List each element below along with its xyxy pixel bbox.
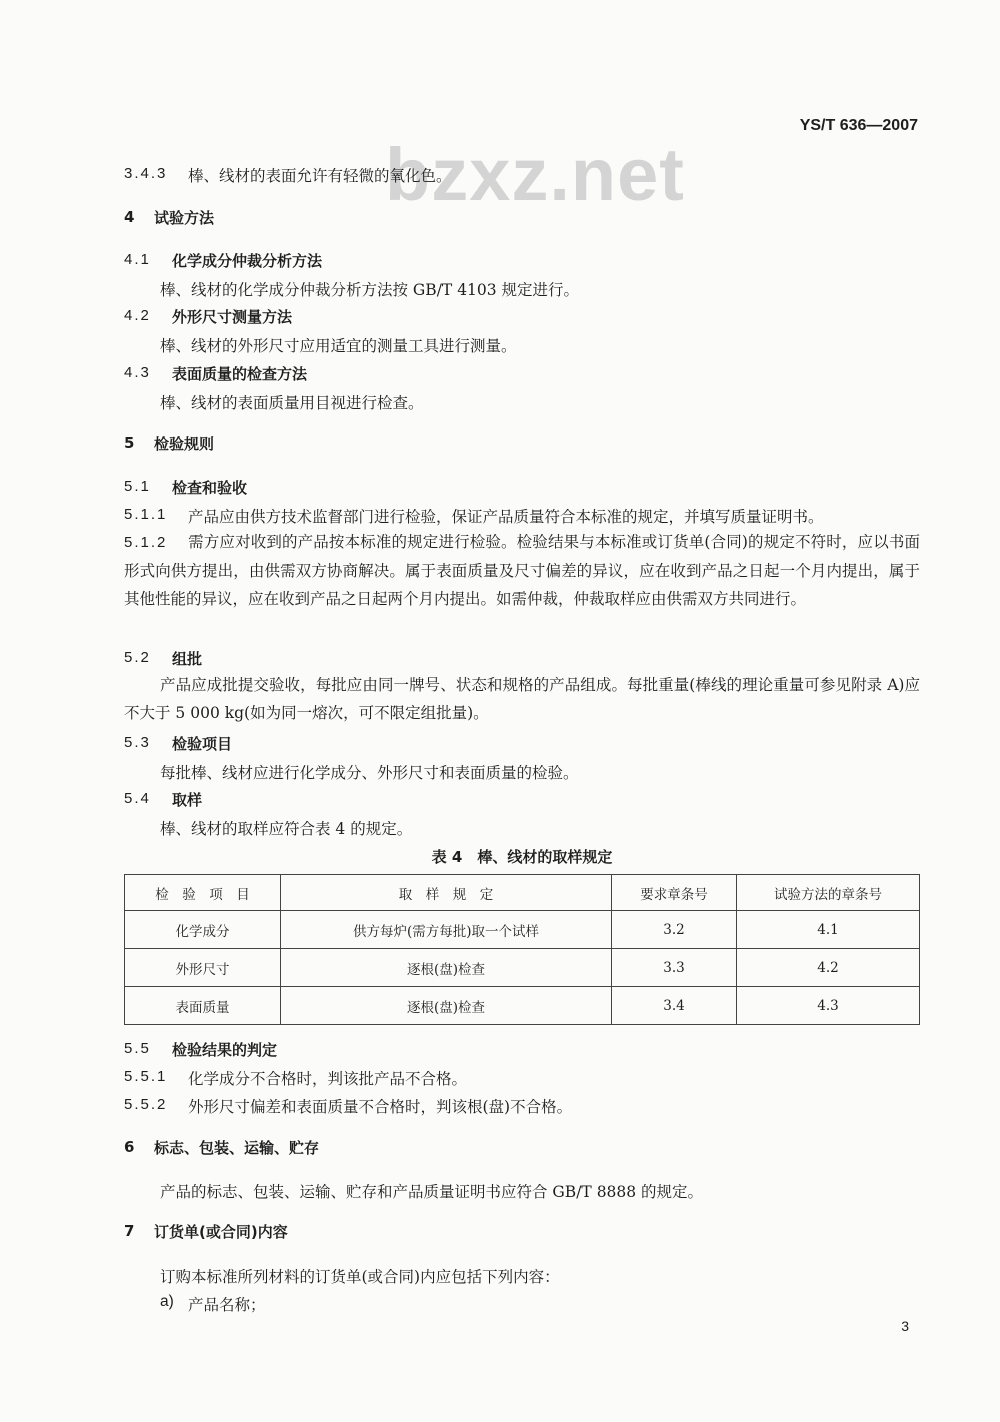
clause-4-2-number: 4.2	[124, 307, 151, 324]
clause-5-4-title: 取样	[172, 791, 203, 809]
table-header-cell: 要求章条号	[612, 875, 737, 911]
clause-5-5-2-text: 外形尺寸偏差和表面质量不合格时，判该根(盘)不合格。	[188, 1098, 573, 1116]
table-header-cell: 检 验 项 目	[125, 875, 281, 911]
clause-5-5-number: 5.5	[124, 1040, 151, 1057]
table-cell: 化学成分	[125, 911, 281, 949]
list-item-a-label: a)	[160, 1293, 174, 1310]
clause-5-1-2	[124, 528, 920, 613]
table-header-cell: 取 样 规 定	[281, 875, 612, 911]
section-5-title: 检验规则	[154, 435, 215, 453]
clause-4-2-title: 外形尺寸测量方法	[172, 308, 293, 326]
clause-5-3-number: 5.3	[124, 734, 151, 751]
clause-4-1-title: 化学成分仲裁分析方法	[172, 252, 323, 270]
table-row	[125, 911, 920, 949]
clause-5-4-number: 5.4	[124, 790, 151, 807]
table-cell: 3.2	[612, 911, 737, 949]
clause-5-3-title: 检验项目	[172, 735, 233, 753]
table-4	[124, 874, 920, 1025]
section-4-title: 试验方法	[154, 209, 215, 227]
table-header-row	[125, 875, 920, 911]
clause-5-2-text: 产品应成批提交验收，每批应由同一牌号、状态和规格的产品组成。每批重量(棒线的理论重量可参见附录 A)应不大于 5 000 kg(如为同一熔次，可不限定组批量)。	[124, 676, 920, 722]
clause-4-2-text: 棒、线材的外形尺寸应用适宜的测量工具进行测量。	[160, 337, 517, 355]
table-cell: 表面质量	[125, 987, 281, 1025]
clause-4-3-text: 棒、线材的表面质量用目视进行检查。	[160, 394, 424, 412]
clause-5-5-2-number: 5.5.2	[124, 1096, 168, 1113]
clause-5-2-number: 5.2	[124, 649, 151, 666]
clause-5-2-title: 组批	[172, 650, 203, 668]
table-cell: 4.3	[737, 987, 920, 1025]
section-6-number: 6	[124, 1138, 137, 1156]
table-row	[125, 949, 920, 987]
clause-5-5-1-number: 5.5.1	[124, 1068, 168, 1085]
section-5-number: 5	[124, 434, 137, 452]
watermark: bzxz.net	[385, 133, 685, 216]
clause-3-4-3-text: 棒、线材的表面允许有轻微的氧化色。	[188, 167, 452, 185]
clause-4-1-number: 4.1	[124, 251, 151, 268]
clause-4-3-number: 4.3	[124, 364, 151, 381]
clause-5-1-1-number: 5.1.1	[124, 506, 168, 523]
clause-4-1-text: 棒、线材的化学成分仲裁分析方法按 GB/T 4103 规定进行。	[160, 281, 580, 299]
table-cell: 3.3	[612, 949, 737, 987]
table-cell: 4.2	[737, 949, 920, 987]
clause-5-1-number: 5.1	[124, 478, 151, 495]
table-cell: 3.4	[612, 987, 737, 1025]
table-cell: 供方每炉(需方每批)取一个试样	[281, 911, 612, 949]
clause-5-5-title: 检验结果的判定	[172, 1041, 278, 1059]
table-cell: 逐根(盘)检查	[281, 987, 612, 1025]
section-7-title: 订货单(或合同)内容	[154, 1223, 288, 1241]
table-cell: 4.1	[737, 911, 920, 949]
clause-5-3-text: 每批棒、线材应进行化学成分、外形尺寸和表面质量的检验。	[160, 764, 579, 782]
section-6-title: 标志、包装、运输、贮存	[154, 1139, 320, 1157]
clause-5-1-2-number: 5.1.2	[124, 534, 168, 551]
clause-3-4-3-number: 3.4.3	[124, 165, 168, 182]
section-7-text: 订购本标准所列材料的订货单(或合同)内应包括下列内容：	[160, 1268, 560, 1286]
section-7-number: 7	[124, 1222, 137, 1240]
table-cell: 逐根(盘)检查	[281, 949, 612, 987]
list-item-a-text: 产品名称；	[188, 1296, 266, 1314]
clause-5-1-1-text: 产品应由供方技术监督部门进行检验，保证产品质量符合本标准的规定，并填写质量证明书。	[188, 508, 824, 526]
clause-4-3-title: 表面质量的检查方法	[172, 365, 308, 383]
section-6-text: 产品的标志、包装、运输、贮存和产品质量证明书应符合 GB/T 8888 的规定。	[160, 1183, 704, 1201]
clause-5-4-text: 棒、线材的取样应符合表 4 的规定。	[160, 820, 413, 838]
table-cell: 外形尺寸	[125, 949, 281, 987]
section-4-number: 4	[124, 208, 137, 226]
clause-5-5-1-text: 化学成分不合格时，判该批产品不合格。	[188, 1070, 468, 1088]
clause-5-1-title: 检查和验收	[172, 479, 248, 497]
page-number: 3	[901, 1318, 909, 1334]
table-row	[125, 987, 920, 1025]
table-header-cell: 试验方法的章条号	[737, 875, 920, 911]
table-4-caption: 表 4 棒、线材的取样规定	[431, 848, 613, 866]
standard-number: YS/T 636—2007	[799, 117, 918, 134]
clause-5-1-2-text: 需方应对收到的产品按本标准的规定进行检验。检验结果与本标准或订货单(合同)的规定不符时，应以书面形式向供方提出，由供需双方协商解决。属于表面质量及尺寸偏差的异议，应在收到产品之日起一个月内提出，属于其他性能的异议，应在收到产品之日起两个月内提出。如需仲裁，仲裁取样应由供需双方共同进行。	[124, 533, 920, 608]
